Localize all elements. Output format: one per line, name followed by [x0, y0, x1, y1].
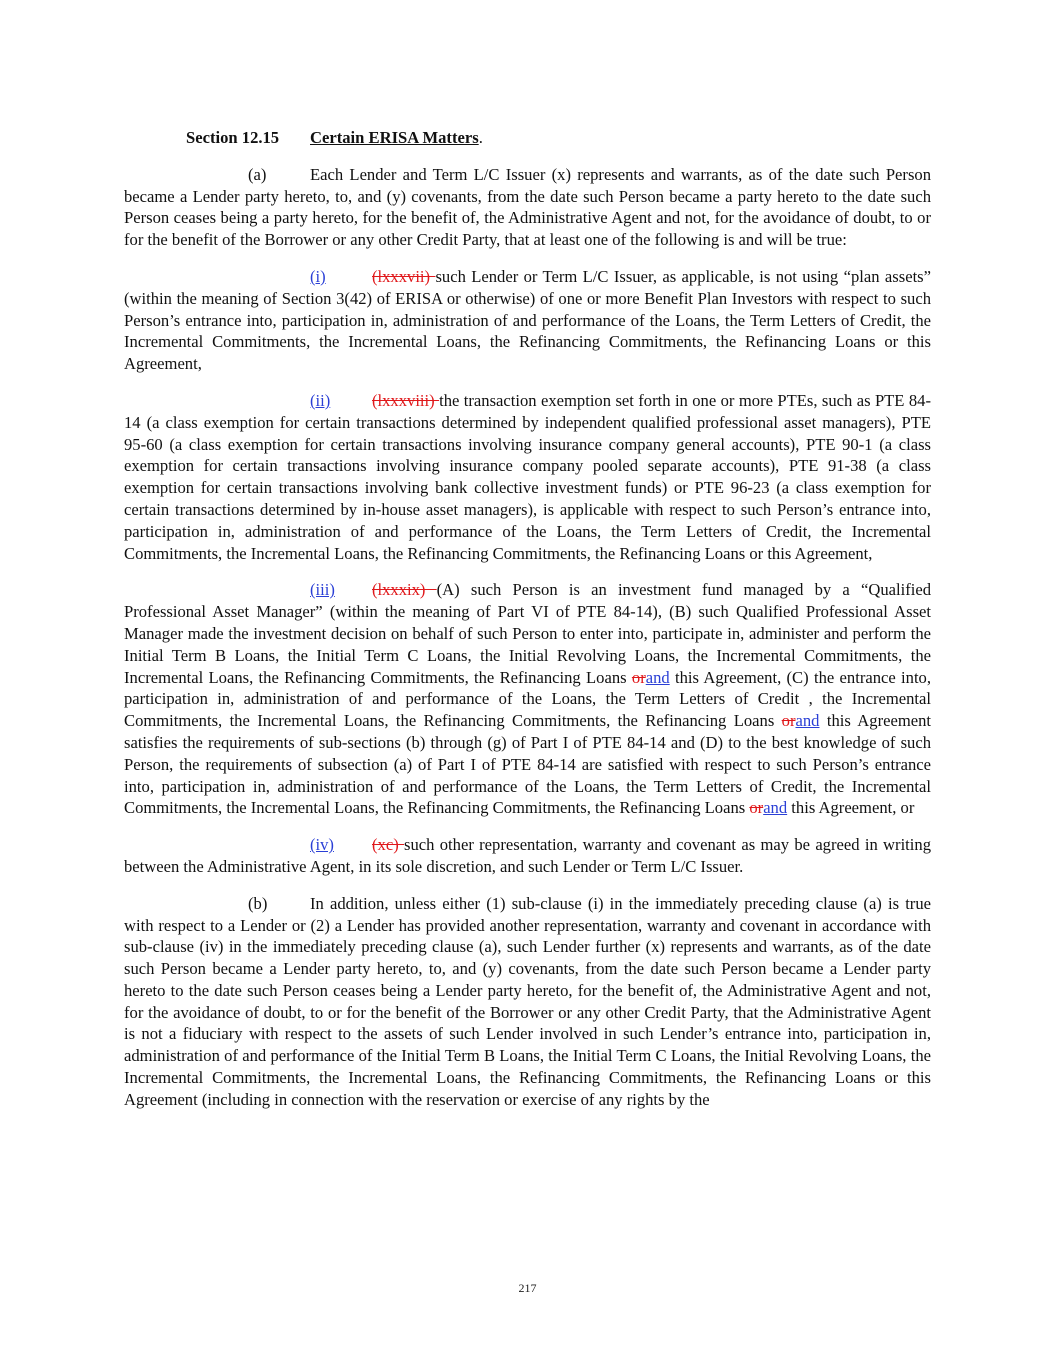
section-title: Certain ERISA Matters: [310, 128, 479, 147]
subclause-iii-deleted-label: (lxxxix): [372, 580, 437, 600]
document-page: [124, 127, 931, 1126]
subclause-iv-new-label: (iv): [310, 835, 334, 855]
subclause-iii-text-2: this Agreement, (C) the entrance into, participation in, administration of and performance of the Loans, the Term Letters of Credit , the Incremental Commitments, the Incremental Loans, the Refinancing Commitments, the Refinancing Loans: [124, 667, 932, 731]
subclause-ii-deleted-label: (lxxxviii): [372, 390, 440, 410]
inserted-word-and: and: [645, 667, 670, 687]
clause-b-text: In addition, unless either (1) sub-clause (i) in the immediately preceding clause (a) is true with respect to a Lender or (2) a Lender has provided another representation, warranty and covenant in accordance with sub-clause (iv) in the immediately preceding clause (a), such Lender further (x) represents and warrants, as of the date such Person became a Lender party hereto, to, and (y) covenants, from the date such Person became a Lender party hereto to the date such Person ceases being a Lender party hereto, for the benefit of, the Administrative Agent and not, for the avoidance of doubt, to or for the benefit of the Borrower or any other Credit Party, that the Administrative Agent is not a fiduciary with respect to the assets of such Lender involved in such Lender’s entrance into, participation in, administration of and performance of the Initial Term B Loans, the Initial Term C Loans, the Initial Revolving Loans, the Incremental Commitments, the Incremental Loans, the Refinancing Commitments, the Refinancing Loans or this Agreement (including in connection with the reservation or exercise of any rights by the: [124, 893, 931, 1109]
subclause-iii-new-label: (iii): [310, 580, 335, 600]
subclause-ii-new-label: (ii): [310, 390, 331, 410]
subclause-iii: [124, 579, 931, 819]
subclause-iii-text-4: this Agreement, or: [787, 798, 915, 818]
subclause-i-deleted-label: (lxxxvii): [372, 266, 436, 286]
clause-b: [124, 893, 931, 1111]
deleted-word-or: or: [631, 667, 646, 687]
subclause-iii-text-3: this Agreement satisfies the requirements of sub-sections (b) through (g) of Part I of PTE 84-14 and (D) to the best knowledge of such Person, the requirements of subsection (a) of Part I of PTE 84-14 are satisfied with respect to such Person’s entrance into, participation in, administration of and performance of the Loans, the Term Letters of Credit, the Incremental Commitments, the Incremental Loans, the Refinancing Commitments, the Refinancing Loans: [124, 711, 932, 818]
subclause-iii-text-1: (A) such Person is an investment fund managed by a “Qualified Professional Asset Manager” (within the meaning of Part VI of PTE 84-14), (B) such Qualified Professional Asset Manager made the investment decision on behalf of such Person to enter into, participate in, administer and perform the Initial Term B Loans, the Initial Term C Loans, the Initial Revolving Loans, the Incremental Commitments, the Incremental Loans, the Refinancing Commitments, the Refinancing Loans: [124, 580, 932, 687]
clause-a: [124, 164, 931, 251]
section-title-period: .: [478, 128, 483, 147]
page-number: 217: [518, 1281, 537, 1295]
section-heading: [186, 127, 931, 149]
subclause-iv-text: such other representation, warranty and covenant as may be agreed in writing between the Administrative Agent, in its sole discretion, and such Lender or Term L/C Issuer.: [124, 835, 931, 876]
subclause-i-text: such Lender or Term L/C Issuer, as applicable, is not using “plan assets” (within the meaning of Section 3(42) of ERISA or otherwise) of one or more Benefit Plan Investors with respect to such Person’s entrance into, participation in, administration of and performance of the Loans, the Term Letters of Credit, the Incremental Commitments, the Incremental Loans, the Refinancing Commitments, the Refinancing Loans or this Agreement,: [124, 266, 931, 374]
subclause-ii: [124, 390, 931, 564]
subclause-iv: [124, 834, 931, 878]
subclause-i-new-label: (i): [310, 266, 326, 286]
clause-b-label: (b): [248, 893, 268, 913]
clause-a-label: (a): [248, 164, 267, 184]
deleted-word-or: or: [749, 798, 764, 818]
clause-a-text: Each Lender and Term L/C Issuer (x) represents and warrants, as of the date such Person became a Lender party hereto, to, and (y) covenants, from the date such Person became a party hereto to the date such Person ceases being a party hereto, for the benefit of, the Administrative Agent and not, for the avoidance of doubt, to or for the benefit of the Borrower or any other Credit Party, that at least one of the following is and will be true:: [124, 164, 931, 250]
deleted-word-or: or: [781, 711, 796, 731]
subclause-ii-text: the transaction exemption set forth in one or more PTEs, such as PTE 84-14 (a class exemption for certain transactions determined by independent qualified professional asset managers), PTE 95-60 (a class exemption for certain transactions involving insurance company general accounts), PTE 90-1 (a class exemption for certain transactions involving insurance company pooled separate accounts), PTE 91-38 (a class exemption for certain transactions involving bank collective investment funds) or PTE 96-23 (a class exemption for certain transactions determined by in-house asset managers), is applicable with respect to such Person’s entrance into, participation in, administration of and performance of the Loans, the Term Letters of Credit, the Incremental Commitments, the Incremental Loans, the Refinancing Commitments, the Refinancing Loans or this Agreement,: [124, 390, 931, 563]
inserted-word-and: and: [763, 798, 788, 818]
inserted-word-and: and: [795, 711, 820, 731]
subclause-iv-deleted-label: (xc): [372, 835, 405, 855]
subclause-i: [124, 266, 931, 375]
section-number: Section 12.15: [186, 128, 280, 147]
